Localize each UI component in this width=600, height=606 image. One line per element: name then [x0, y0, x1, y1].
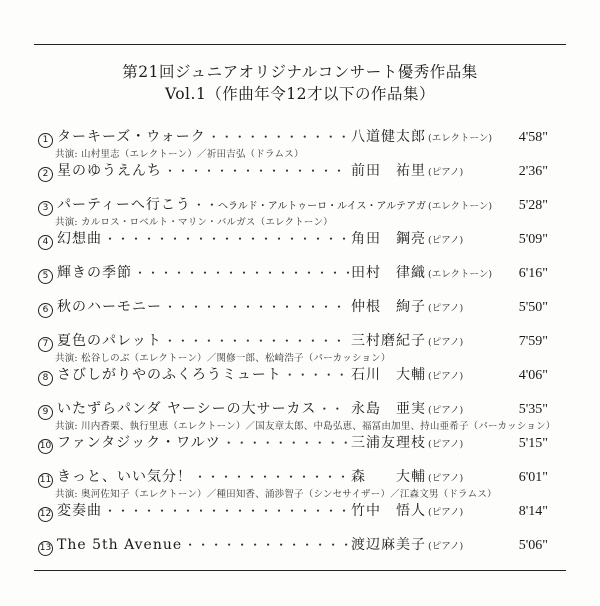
- track-instrument: (ピアノ): [428, 235, 464, 246]
- track-item: [38, 126, 548, 160]
- track-instrument: (ピアノ): [428, 303, 464, 314]
- track-instrument: (エレクトーン): [428, 201, 493, 212]
- bottom-rule: [34, 570, 566, 571]
- track-instrument: (ピアノ): [428, 405, 464, 416]
- track-item: [38, 330, 548, 364]
- track-coperformers: 共演: 松谷しのぶ（エレクトーン）／関修一郎、松崎浩子（パーカッション）: [55, 353, 391, 364]
- leader-dots: [104, 502, 349, 519]
- track-composer: 前田 祐里: [351, 163, 426, 179]
- track-number: 4: [38, 235, 53, 250]
- leader-dots: [284, 366, 349, 383]
- track-composer: 永島 亜実: [351, 401, 426, 417]
- track-row: [38, 296, 548, 316]
- leader-dots: [208, 128, 349, 145]
- track-row: [38, 262, 548, 282]
- track-row: [38, 534, 548, 554]
- album-subtitle: Vol.1（作曲年令12才以下の作品集）: [164, 85, 436, 103]
- track-coperformers: 共演: 山村里志（エレクトーン）／祈田吉弘（ドラムス）: [55, 149, 304, 160]
- leader-dots: [164, 298, 349, 315]
- track-row: [38, 228, 548, 248]
- track-title: ファンタジック・ワルツ: [57, 435, 221, 451]
- leader-dots: [184, 536, 349, 553]
- track-number: 11: [38, 473, 53, 488]
- track-duration: 5'06": [518, 538, 548, 553]
- track-number: 7: [38, 337, 53, 352]
- leader-dots: [164, 332, 349, 349]
- track-title: さびしがりやのふくろうミュート: [57, 367, 282, 383]
- track-duration: 8'14": [518, 504, 548, 519]
- track-composer: 三浦友理枝: [351, 435, 426, 451]
- track-row: [38, 194, 548, 214]
- track-duration: 5'15": [518, 436, 548, 451]
- track-title: 星のゆうえんち: [57, 163, 162, 179]
- track-number: 9: [38, 405, 53, 420]
- leader-dots: [164, 162, 349, 179]
- track-instrument: (ピアノ): [428, 167, 464, 178]
- track-composer: 仲根 絢子: [351, 299, 426, 315]
- track-row: [38, 398, 548, 418]
- track-instrument: (ピアノ): [428, 337, 464, 348]
- track-coperformers: 共演: 奥河佐知子（エレクトーン）／種田知香、涌渉智子（シンセサイザー）／江森文男（ドラムス）: [55, 489, 497, 500]
- track-number: 12: [38, 507, 53, 522]
- track-item: [38, 398, 556, 432]
- track-item: [38, 500, 548, 534]
- track-composer: 角田 鋼亮: [351, 231, 426, 247]
- track-row: [38, 466, 548, 486]
- track-title: The 5th Avenue: [57, 537, 183, 553]
- track-item: [38, 466, 548, 500]
- track-title: 幻想曲: [57, 231, 102, 247]
- track-item: [38, 262, 548, 296]
- track-number: 6: [38, 303, 53, 318]
- track-item: [38, 228, 548, 262]
- leader-dots: [194, 468, 349, 485]
- track-item: [38, 534, 548, 568]
- track-item: [38, 296, 548, 330]
- track-title: いたずらパンダ ヤーシーの大サーカス: [57, 401, 317, 417]
- track-composer: 三村磨紀子: [351, 333, 426, 349]
- track-duration: 5'28": [518, 198, 548, 213]
- track-composer: 渡辺麻美子: [351, 537, 426, 553]
- track-instrument: (ピアノ): [428, 473, 464, 484]
- leader-dots: [318, 400, 349, 417]
- track-item: [38, 160, 548, 194]
- leader-dots: [193, 196, 216, 213]
- track-instrument: (エレクトーン): [428, 269, 493, 280]
- track-title: 変奏曲: [57, 503, 102, 519]
- track-duration: 4'06": [518, 368, 548, 383]
- track-instrument: (ピアノ): [428, 439, 464, 450]
- track-duration: 4'58": [518, 130, 548, 145]
- track-coperformers: 共演: カルロス・ロベルト・マリン・バルガス（エレクトーン）: [55, 217, 333, 228]
- track-duration: 5'35": [518, 402, 548, 417]
- track-title: ターキーズ・ウォーク: [57, 129, 206, 145]
- track-duration: 6'16": [518, 266, 548, 281]
- top-rule: [34, 44, 566, 45]
- track-item: [38, 194, 548, 228]
- track-duration: 7'59": [518, 334, 548, 349]
- track-number: 13: [38, 541, 53, 556]
- track-row: [38, 364, 548, 384]
- track-composer: 田村 律織: [351, 265, 426, 281]
- leader-dots: [134, 264, 349, 281]
- track-number: 5: [38, 269, 53, 284]
- track-composer: 八道健太郎: [351, 129, 426, 145]
- track-duration: 5'50": [518, 300, 548, 315]
- track-coperformers: 共演: 川内香栗、執行里恵（エレクトーン）／国友章太郎、中島弘恵、福冨由加里、持山亜希子（パーカッション）: [55, 421, 556, 432]
- leader-dots: [104, 230, 349, 247]
- track-instrument: (ピアノ): [428, 541, 464, 552]
- track-row: [38, 126, 548, 146]
- track-instrument: (エレクトーン): [428, 133, 493, 144]
- track-item: [38, 364, 548, 398]
- track-row: [38, 432, 548, 452]
- track-row: [38, 500, 548, 520]
- track-number: 10: [38, 439, 53, 454]
- track-row: [38, 330, 548, 350]
- track-row: [38, 160, 548, 180]
- track-duration: 6'01": [518, 470, 548, 485]
- track-number: 1: [38, 133, 53, 148]
- track-item: [38, 432, 548, 466]
- track-title: きっと、いい気分！: [57, 469, 192, 485]
- leader-dots: [223, 434, 349, 451]
- track-list: [38, 126, 556, 568]
- track-composer: ヘラルド・アルトゥーロ・ルイス・アルテアガ: [218, 201, 426, 212]
- track-instrument: (ピアノ): [428, 371, 464, 382]
- track-number: 8: [38, 371, 53, 386]
- track-duration: 2'36": [518, 164, 548, 179]
- track-instrument: (ピアノ): [428, 507, 464, 518]
- track-composer: 竹中 悟人: [351, 503, 426, 519]
- track-title: パーティーへ行こう: [57, 197, 191, 213]
- track-composer: 森 大輔: [351, 469, 426, 485]
- track-number: 2: [38, 167, 53, 182]
- track-composer: 石川 大輔: [351, 367, 426, 383]
- track-number: 3: [38, 201, 53, 216]
- track-title: 輝きの季節: [57, 265, 132, 281]
- album-title: 第21回ジュニアオリジナルコンサート優秀作品集: [122, 63, 478, 81]
- track-duration: 5'09": [518, 232, 548, 247]
- track-title: 秋のハーモニー: [57, 299, 162, 315]
- track-title: 夏色のパレット: [57, 333, 162, 349]
